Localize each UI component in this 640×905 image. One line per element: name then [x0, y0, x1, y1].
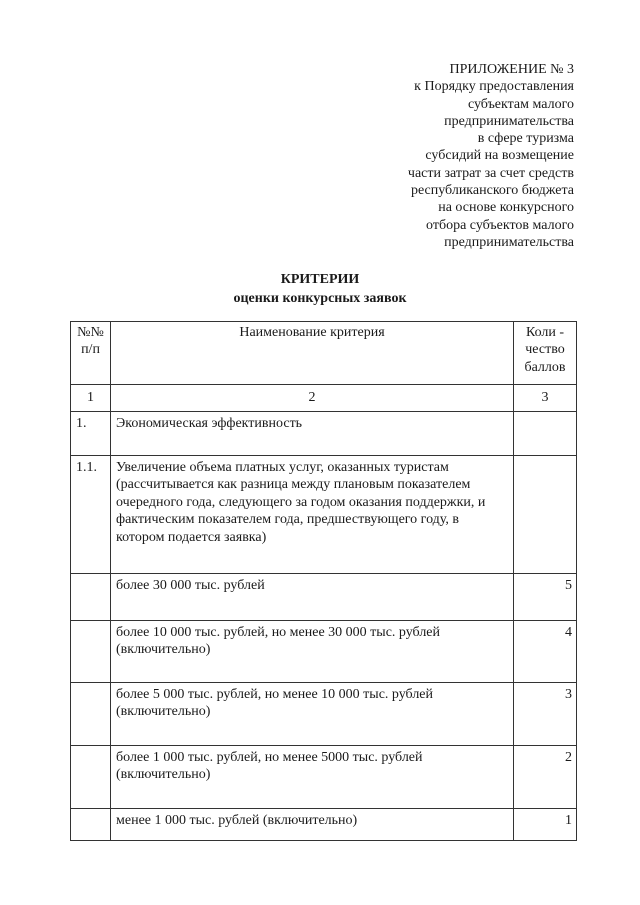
column-index-row — [71, 385, 577, 412]
column-index: 2 — [111, 385, 514, 412]
header-points-line: Коли - — [525, 325, 565, 340]
criterion-name: более 1 000 тыс. рублей, но менее 5000 тыс. рублей (включительно) — [111, 746, 514, 809]
appendix-line: части затрат за счет средств — [407, 165, 574, 181]
appendix-line: субсидий на возмещение — [425, 148, 574, 164]
criterion-points: 3 — [514, 683, 577, 746]
table-row — [71, 683, 577, 746]
appendix-line: отбора субъектов малого — [426, 217, 574, 233]
appendix-line: на основе конкурсного — [438, 200, 574, 216]
criterion-points — [514, 412, 577, 456]
row-number: 1.1. — [71, 456, 111, 574]
criterion-points: 2 — [514, 746, 577, 809]
criterion-points: 5 — [514, 574, 577, 621]
header-criterion-name: Наименование критерия — [111, 322, 514, 385]
criterion-points: 1 — [514, 809, 577, 841]
row-number — [71, 746, 111, 809]
appendix-line: субъектам малого — [467, 96, 574, 112]
table-row — [71, 574, 577, 621]
criterion-points: 4 — [514, 621, 577, 683]
appendix-line: республиканского бюджета — [410, 183, 574, 199]
row-number: 1. — [71, 412, 111, 456]
criterion-points — [514, 456, 577, 574]
row-number — [71, 621, 111, 683]
title-sub: оценки конкурсных заявок — [233, 291, 407, 306]
criterion-name: более 10 000 тыс. рублей, но менее 30 000 тыс. рублей (включительно) — [111, 621, 514, 683]
criterion-name: Увеличение объема платных услуг, оказанных туристам (рассчитывается как разница между плановым показателем очередного года, следующего за годом оказания поддержки, и фактическим показателем года, предшествующего году, в котором подается заявка) — [111, 456, 514, 574]
title-main: КРИТЕРИИ — [280, 272, 360, 287]
criterion-name: более 30 000 тыс. рублей — [111, 574, 514, 621]
table-row — [71, 621, 577, 683]
table-row — [71, 809, 577, 841]
header-points-line: чество — [525, 342, 565, 358]
appendix-line: предпринимательства — [444, 113, 574, 129]
table-row — [71, 412, 577, 456]
appendix-block — [314, 61, 574, 251]
appendix-line: в сфере туризма — [477, 131, 574, 147]
table-header-row — [71, 322, 577, 385]
criterion-name: более 5 000 тыс. рублей, но менее 10 000 тыс. рублей (включительно) — [111, 683, 514, 746]
row-number — [71, 574, 111, 621]
appendix-line: предпринимательства — [444, 234, 574, 250]
header-number-line: п/п — [81, 342, 100, 358]
criteria-table — [70, 321, 577, 841]
document-title — [0, 270, 640, 308]
header-points-line: баллов — [524, 359, 566, 375]
header-points — [514, 322, 577, 385]
header-number — [71, 322, 111, 385]
column-index: 3 — [514, 385, 577, 412]
table-row — [71, 746, 577, 809]
header-number-line: №№ — [77, 325, 104, 340]
criterion-name: менее 1 000 тыс. рублей (включительно) — [111, 809, 514, 841]
criterion-name: Экономическая эффективность — [111, 412, 514, 456]
appendix-line: ПРИЛОЖЕНИЕ № 3 — [449, 62, 574, 77]
row-number — [71, 809, 111, 841]
row-number — [71, 683, 111, 746]
appendix-line: к Порядку предоставления — [414, 79, 574, 95]
column-index: 1 — [71, 385, 111, 412]
table-row — [71, 456, 577, 574]
